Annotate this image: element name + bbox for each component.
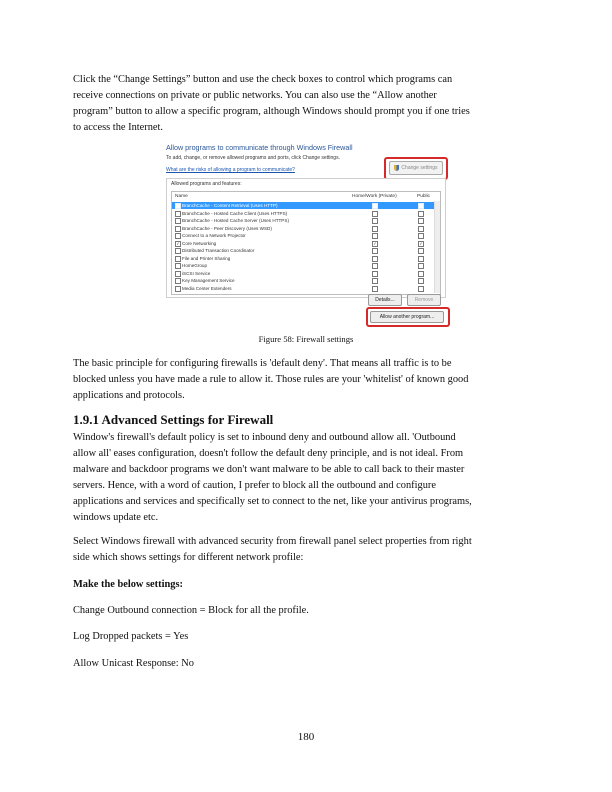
text-line: receive connections on private or public networks. You can also use the “Allow another — [73, 90, 437, 101]
private-checkbox[interactable] — [372, 263, 378, 269]
public-checkbox[interactable] — [418, 226, 424, 232]
program-row[interactable] — [172, 277, 440, 284]
public-checkbox[interactable] — [418, 263, 424, 269]
dialog-title: Allow programs to communicate through Windows Firewall — [166, 143, 353, 152]
allowed-programs-list — [171, 191, 441, 295]
program-checkbox[interactable] — [175, 263, 181, 269]
page-number: 180 — [297, 731, 315, 743]
text-line: side which shows settings for different network profile: — [73, 552, 304, 563]
setting-log-dropped: Log Dropped packets = Yes — [73, 631, 189, 642]
change-settings-button[interactable] — [389, 161, 443, 175]
program-name: File and Printer Sharing — [182, 255, 231, 261]
program-row[interactable] — [172, 255, 440, 262]
private-checkbox[interactable] — [372, 211, 378, 217]
public-checkbox[interactable] — [418, 248, 424, 254]
dialog-subtitle: To add, change, or remove allowed programs and ports, click Change settings. — [166, 155, 340, 161]
advanced-settings-paragraph — [73, 430, 541, 526]
text-line: to access the Internet. — [73, 122, 164, 133]
private-checkbox[interactable] — [372, 271, 378, 277]
private-checkbox[interactable] — [372, 203, 378, 209]
section-heading: 1.9.1 Advanced Settings for Firewall — [73, 412, 274, 427]
private-checkbox[interactable] — [372, 233, 378, 239]
profile-paragraph — [73, 534, 541, 566]
setting-outbound: Change Outbound connection = Block for all the profile. — [73, 605, 309, 616]
public-checkbox[interactable] — [418, 271, 424, 277]
program-checkbox[interactable] — [175, 203, 181, 209]
program-checkbox[interactable] — [175, 256, 181, 262]
details-button[interactable]: Details... — [368, 294, 402, 306]
default-deny-paragraph — [73, 356, 541, 404]
private-checkbox[interactable] — [372, 278, 378, 284]
program-row[interactable] — [172, 247, 440, 254]
list-header — [172, 192, 440, 201]
firewall-screenshot-figure — [163, 142, 451, 324]
change-settings-label: Change settings — [401, 165, 438, 171]
public-checkbox[interactable] — [418, 286, 424, 292]
text-line: Window's firewall's default policy is set to inbound deny and outbound allow all. 'Outbound — [73, 432, 456, 443]
risks-link[interactable]: What are the risks of allowing a program to communicate? — [166, 167, 295, 173]
private-checkbox[interactable] — [372, 218, 378, 224]
program-checkbox[interactable]: ✓ — [176, 240, 180, 246]
column-private: Home/Work (Private) — [352, 194, 397, 199]
program-name: BranchCache - Hosted Cache Client (Uses HTTPS) — [182, 210, 288, 216]
text-line: allow all' eases configuration, doesn't follow the default deny principle, and is not ideal. From — [73, 448, 464, 459]
program-checkbox[interactable] — [175, 278, 181, 284]
allow-another-program-button[interactable]: Allow another program... — [370, 311, 444, 323]
figure-caption: Figure 58: Firewall settings — [258, 334, 354, 344]
settings-heading: Make the below settings: — [73, 579, 183, 590]
program-row[interactable] — [172, 285, 440, 292]
text-line: applications and services and specifically set to connect to the net, like your antivirus programs, — [73, 496, 472, 507]
program-name: BranchCache - Content Retrieval (Uses HTTP) — [182, 203, 278, 208]
program-row[interactable] — [172, 270, 440, 277]
public-checkbox[interactable] — [418, 233, 424, 239]
remove-button[interactable]: Remove — [407, 294, 441, 306]
program-name: Connect to a Network Projector — [182, 233, 246, 238]
column-public: Public — [417, 194, 431, 199]
public-checkbox[interactable]: ✓ — [419, 240, 423, 246]
program-name: BranchCache - Peer Discovery (Uses WSD) — [182, 225, 272, 231]
text-line: Click the “Change Settings” button and use the check boxes to control which programs can — [73, 74, 453, 85]
program-row[interactable] — [172, 217, 440, 224]
private-checkbox[interactable] — [372, 256, 378, 262]
uac-shield-icon — [394, 165, 399, 171]
program-name: Core Networking — [182, 240, 217, 246]
text-line: servers. Hence, with a word of caution, I prefer to block all the outbound and configure — [73, 480, 436, 491]
program-name: HomeGroup — [182, 263, 208, 268]
program-row[interactable] — [172, 232, 440, 239]
program-checkbox[interactable] — [175, 211, 181, 217]
program-name: iSCSI Service — [182, 270, 211, 276]
program-name: Distributed Transaction Coordinator — [182, 248, 255, 253]
text-line: malware and backdoor programs we don't want malware to be able to call back to their master — [73, 464, 465, 475]
text-line: windows update etc. — [73, 512, 159, 523]
program-row[interactable] — [172, 240, 440, 247]
text-line: Select Windows firewall with advanced security from firewall panel select properties from right — [73, 536, 472, 547]
program-row[interactable] — [172, 225, 440, 232]
column-name: Name — [175, 194, 188, 199]
program-checkbox[interactable] — [175, 248, 181, 254]
private-checkbox[interactable] — [372, 226, 378, 232]
program-name: Media Center Extenders — [182, 285, 232, 291]
private-checkbox[interactable] — [372, 286, 378, 292]
allowed-programs-panel — [166, 178, 446, 298]
text-line: blocked unless you have made a rule to allow it. Those rules are your 'whitelist' of known good — [73, 374, 469, 385]
program-row[interactable] — [172, 202, 440, 209]
private-checkbox[interactable] — [372, 248, 378, 254]
program-row[interactable] — [172, 210, 440, 217]
allowed-programs-label: Allowed programs and features: — [171, 181, 242, 187]
text-line: program” button to allow a specific program, although Windows should prompt you if one tries — [73, 106, 470, 117]
program-name: Key Management Service — [182, 278, 235, 283]
program-name: BranchCache - Hosted Cache Server (Uses HTTPS) — [182, 218, 289, 223]
public-checkbox[interactable] — [418, 203, 424, 209]
text-line: The basic principle for configuring firewalls is 'default deny'. That means all traffic is to be — [73, 358, 452, 369]
private-checkbox[interactable]: ✓ — [373, 240, 377, 246]
public-checkbox[interactable] — [418, 211, 424, 217]
public-checkbox[interactable] — [418, 256, 424, 262]
program-checkbox[interactable] — [175, 233, 181, 239]
setting-unicast: Allow Unicast Response: No — [73, 658, 194, 669]
program-checkbox[interactable] — [175, 218, 181, 224]
text-line: applications and protocols. — [73, 390, 185, 401]
program-row[interactable] — [172, 262, 440, 269]
program-checkbox[interactable] — [175, 286, 181, 292]
program-checkbox[interactable] — [175, 271, 181, 277]
list-scrollbar[interactable] — [434, 201, 440, 293]
intro-paragraph — [73, 72, 541, 136]
public-checkbox[interactable] — [418, 278, 424, 284]
program-checkbox[interactable] — [175, 226, 181, 232]
public-checkbox[interactable] — [418, 218, 424, 224]
